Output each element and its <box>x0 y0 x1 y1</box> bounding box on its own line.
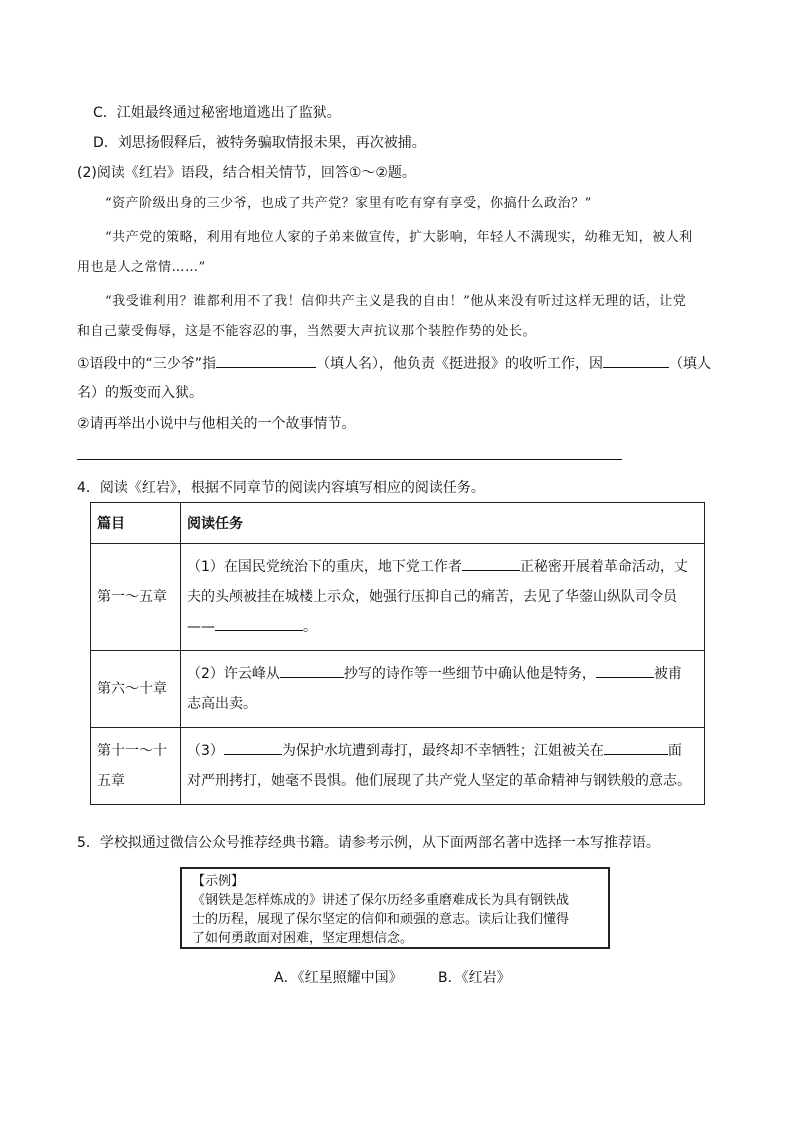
blank-worker[interactable] <box>462 556 520 571</box>
quote-1: “资产阶级出身的三少爷，也成了共产党？家里有吃有穿有享受，你搞什么政治？” <box>105 196 592 211</box>
quote-2a: “共产党的策略，利用有地位人家的子弟来做宣传，扩大影响，年轻人不满现实，幼稚无知，被人利 <box>105 230 693 245</box>
sub1-text-a: ①语段中的“三少爷”指 <box>77 356 217 372</box>
chapter-cell: 第十一～十五章 <box>91 728 181 805</box>
q5-stem: 5．学校拟通过微信公众号推荐经典书籍。请参考示例，从下面两部名著中选择一本写推荐语。 <box>77 835 660 851</box>
task-text: —— <box>187 619 215 635</box>
task-cell <box>181 651 705 728</box>
quote-3a: “我受谁利用？谁都利用不了我！信仰共产主义是我的自由！”他从来没有听过这样无理的话，让党 <box>105 294 687 309</box>
task-text: 夫的头颅被挂在城楼上示众，她强行压抑自己的痛苦，去见了华蓥山纵队司令员 <box>187 589 677 605</box>
quote-3b: 和自己蒙受侮辱，这是不能容忍的事，当然要大声抗议那个装腔作势的处长。 <box>77 324 537 339</box>
example-title: 【示例】 <box>192 874 245 889</box>
chapter-cell: 第一～五章 <box>91 544 181 651</box>
task-text: （3） <box>187 743 224 759</box>
sub1-text-d: 名）的叛变而入狱。 <box>77 385 203 401</box>
blank-martyr[interactable] <box>224 740 282 755</box>
option-d: D．刘思扬假释后，被特务骗取情报未果，再次被捕。 <box>93 135 426 151</box>
task-text: 。 <box>303 619 317 635</box>
task-text: 正秘密开展着革命活动，丈 <box>519 559 688 575</box>
task-text: 被甫 <box>653 666 682 682</box>
q3-2-intro: (2)阅读《红岩》语段，结合相关情节，回答①～②题。 <box>77 165 416 181</box>
sub1-blank-traitor[interactable] <box>603 353 669 368</box>
task-cell <box>181 728 705 805</box>
sub1-text-b: （填人名），他负责《挺进报》的收听工作，因 <box>316 356 604 372</box>
header-chapter: 篇目 <box>91 503 181 544</box>
task-text: 对严刑拷打，她毫不畏惧。他们展现了共产党人坚定的革命精神与钢铁般的意志。 <box>187 773 691 789</box>
task-text: 抄写的诗作等一些细节中确认他是特务， <box>343 666 596 682</box>
example-line-3: 了如何勇敢面对困难，坚定理想信念。 <box>192 931 414 946</box>
table-row <box>91 544 705 651</box>
task-text: 为保护水坑遭到毒打，最终却不幸牺牲；江姐被关在 <box>281 743 604 759</box>
q4-stem: 4．阅读《红岩》，根据不同章节的阅读内容填写相应的阅读任务。 <box>77 480 485 496</box>
task-text: （2）许云峰从 <box>187 666 280 682</box>
choice-b: B．《红岩》 <box>438 970 511 986</box>
header-task: 阅读任务 <box>181 503 705 544</box>
blank-prison[interactable] <box>604 740 668 755</box>
blank-poet[interactable] <box>280 663 344 678</box>
blank-betrayed[interactable] <box>596 663 654 678</box>
task-text: 志高出卖。 <box>187 696 257 712</box>
sub1-text-c: （填人 <box>669 356 712 372</box>
sub-question-1 <box>77 353 711 374</box>
example-line-2: 士的历程，展现了保尔坚定的信仰和顽强的意志。读后让我们懂得 <box>192 912 570 927</box>
sub1-blank-name[interactable] <box>216 353 316 368</box>
task-cell <box>181 544 705 651</box>
chapter-cell: 第六～十章 <box>91 651 181 728</box>
sub-question-2: ②请再举出小说中与他相关的一个故事情节。 <box>77 416 356 432</box>
table-header-row <box>91 503 705 544</box>
reading-task-table <box>90 502 705 805</box>
example-line-1: 《钢铁是怎样炼成的》讲述了保尔历经多重磨难成长为具有钢铁战 <box>192 893 570 908</box>
task-text: 面 <box>667 743 682 759</box>
quote-2b: 用也是人之常情……” <box>77 260 206 275</box>
option-c: C．江姐最终通过秘密地道逃出了监狱。 <box>93 105 341 121</box>
choice-a: A．《红星照耀中国》 <box>274 970 403 986</box>
table-row <box>91 728 705 805</box>
table-row <box>91 651 705 728</box>
answer-line[interactable] <box>77 459 622 460</box>
blank-commander[interactable] <box>215 616 303 631</box>
task-text: （1）在国民党统治下的重庆，地下党工作者 <box>187 559 462 575</box>
example-box <box>180 867 610 949</box>
